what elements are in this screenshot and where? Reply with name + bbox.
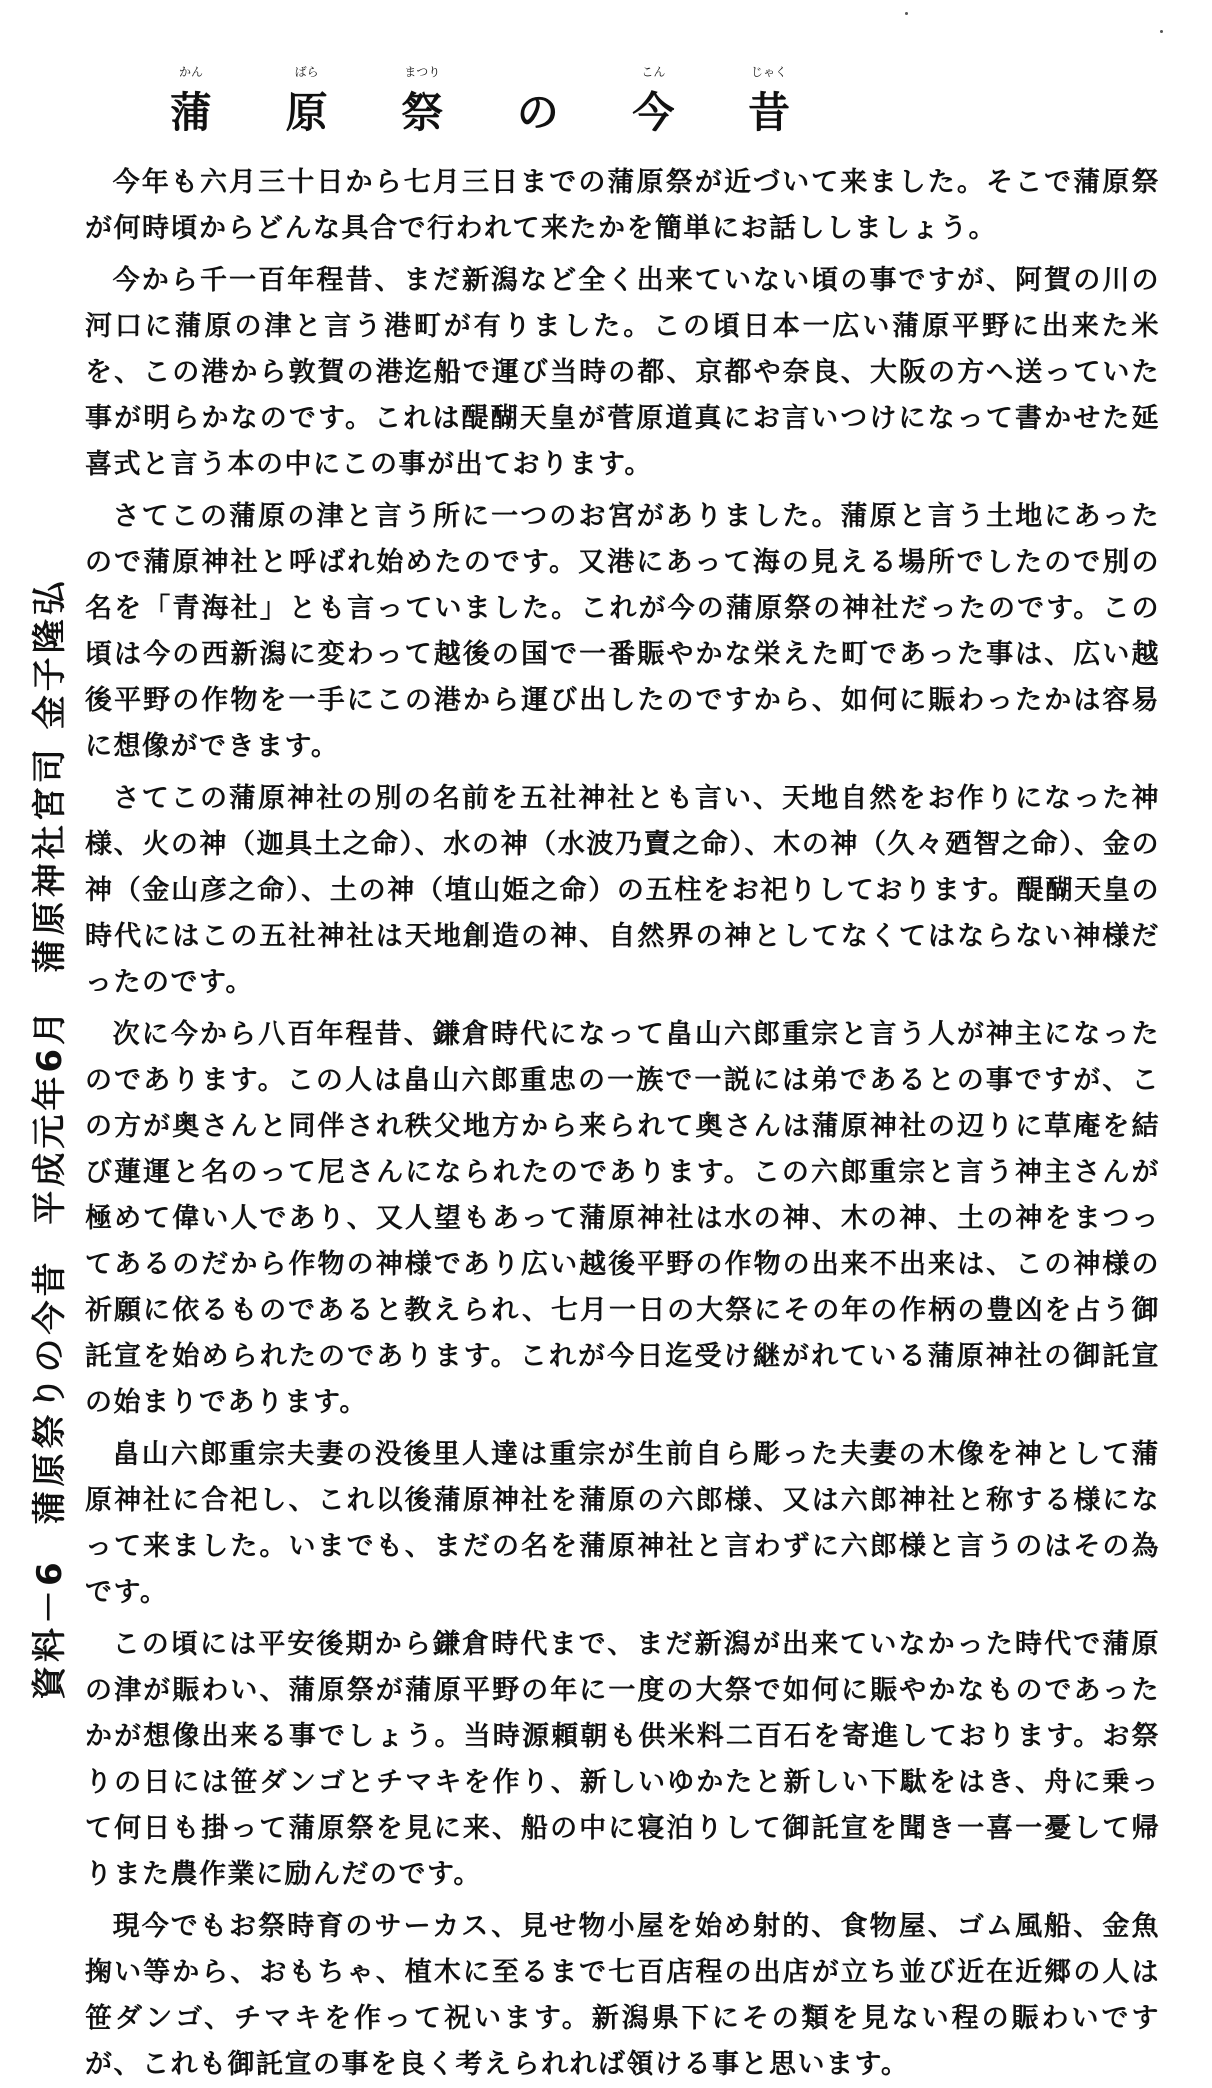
scan-speck xyxy=(1160,30,1163,33)
title-ruby: じゃく xyxy=(750,65,787,79)
title-char: の xyxy=(516,88,559,137)
paragraph: 畠山六郎重宗夫妻の没後里人達は重宗が生前自ら彫った夫妻の木像を神として蒲原神社に合祀し、これ以後蒲原神社を蒲原の六郎様、又は六郎神社と称する様になって来ました。いまでも、まだの名を蒲原神社と言わずに六郎様と言うのはその為です。 xyxy=(85,1439,1160,1608)
side-caption-label: 資料－6 xyxy=(30,1558,70,1700)
side-caption-source: 平成元年6月 xyxy=(30,1006,70,1225)
title-char: ばら 原 xyxy=(285,65,328,137)
title-char: かん 蒲 xyxy=(170,65,213,137)
paragraph: さてこの蒲原神社の別の名前を五社神社とも言い、天地自然をお作りになった神様、火の神（迦具土之命）、水の神（水波乃賣之命）、木の神（久々廼智之命）、金の神（金山彦之命）、土の神（埴山姫之命）の五柱をお祀りしております。醍醐天皇の時代にはこの五社神社は天地創造の神、自然界の神としてなくてはならない神様だったのです。 xyxy=(85,783,1160,998)
title-ruby: まつり xyxy=(404,65,441,79)
side-caption-author: 蒲原神社宮司 金子隆弘 xyxy=(30,577,70,974)
title-ruby: ばら xyxy=(294,65,319,79)
scan-speck xyxy=(905,12,908,15)
paragraph: 今年も六月三十日から七月三日までの蒲原祭が近づいて来ました。そこで蒲原祭が何時頃からどんな具合で行われて来たかを簡単にお話ししましょう。 xyxy=(85,167,1160,244)
paragraph: 現今でもお祭時育のサーカス、見せ物小屋を始め射的、食物屋、ゴム風船、金魚掬い等から、おもちゃ、植木に至るまで七百店程の出店が立ち並び近在近郷の人は笹ダンゴ、チマキを作って祝います。新潟県下にその類を見ない程の賑わいですが、これも御託宣の事を良く考えられれば領ける事と思います。 xyxy=(85,1911,1160,2080)
title-char: じゃく 昔 xyxy=(747,65,790,137)
paragraph: この頃には平安後期から鎌倉時代まで、まだ新潟が出来ていなかった時代で蒲原の津が賑わい、蒲原祭が蒲原平野の年に一度の大祭で如何に賑やかなものであったかが想像出来る事でしょう。当時源頼朝も供米料二百石を寄進しております。お祭りの日には笹ダンゴとチマキを作り、新しいゆかたと新しい下駄をはき、舟に乗って何日も掛って蒲原祭を見に来、船の中に寝泊りして御託宣を聞き一喜一憂して帰りまた農作業に励んだのです。 xyxy=(85,1629,1160,1890)
paragraph: 今から千一百年程昔、まだ新潟など全く出来ていない頃の事ですが、阿賀の川の河口に蒲原の津と言う港町が有りました。この頃日本一広い蒲原平野に出来た米を、この港から敦賀の港迄船で運び当時の都、京都や奈良、大阪の方へ送っていた事が明らかなのです。これは醍醐天皇が菅原道真にお言いつけになって書かせた延喜式と言う本の中にこの事が出ております。 xyxy=(85,265,1160,480)
side-caption xyxy=(22,559,71,1700)
side-caption-title: 蒲原祭りの今昔 xyxy=(30,1258,70,1525)
title-ruby: かん xyxy=(179,65,204,79)
title-ruby: こん xyxy=(641,65,666,79)
title-char: まつり 祭 xyxy=(401,65,444,137)
article-body xyxy=(85,160,1160,2080)
title-char: こん 今 xyxy=(632,65,675,137)
paragraph: さてこの蒲原の津と言う所に一つのお宮がありました。蒲原と言う土地にあったので蒲原神社と呼ばれ始めたのです。又港にあって海の見える場所でしたので別の名を「青海社」とも言っていました。これが今の蒲原祭の神社だったのです。この頃は今の西新潟に変わって越後の国で一番賑やかな栄えた町であった事は、広い越後平野の作物を一手にこの港から運び出したのですから、如何に賑わったかは容易に想像ができます。 xyxy=(85,501,1160,762)
paragraph: 次に今から八百年程昔、鎌倉時代になって畠山六郎重宗と言う人が神主になったのであります。この人は畠山六郎重忠の一族で一説には弟であるとの事ですが、この方が奥さんと同伴され秩父地方から来られて奥さんは蒲原神社の辺りに草庵を結び蓮運と名のって尼さんになられたのであります。この六郎重宗と言う神主さんが極めて偉い人であり、又人望もあって蒲原神社は水の神、木の神、土の神をまつってあるのだから作物の神様であり広い越後平野の作物の出来不出来は、この神様の祈願に依るものであると教えられ、七月一日の大祭にその年の作柄の豊凶を占う御託宣を始められたのであります。これが今日迄受け継がれている蒲原神社の御託宣の始まりであります。 xyxy=(85,1019,1160,1418)
page-title xyxy=(170,60,790,140)
